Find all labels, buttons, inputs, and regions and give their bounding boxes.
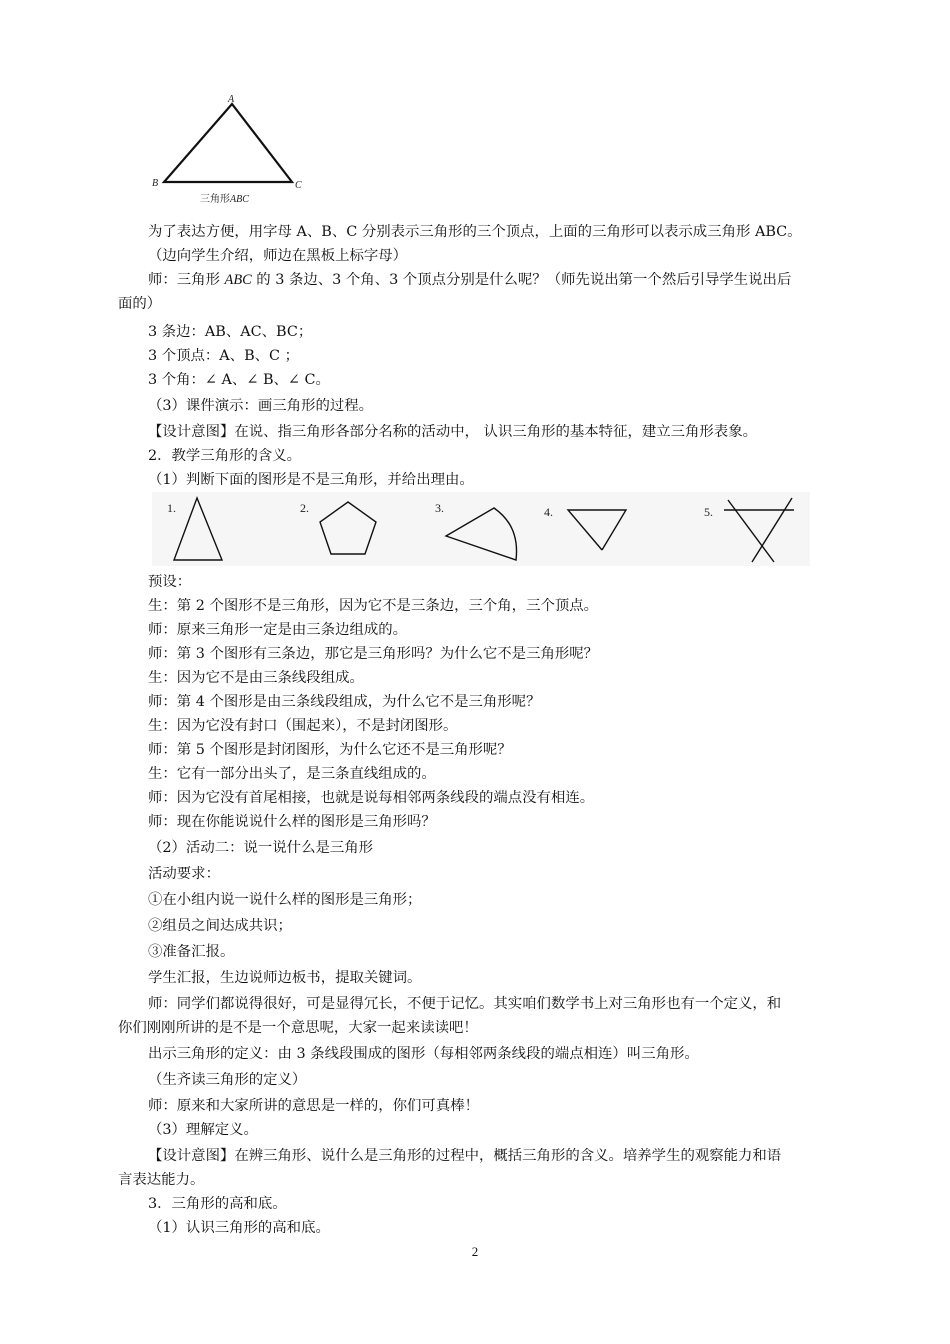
- triangle-abc-shape: [164, 104, 292, 182]
- paragraph-line: 为了表达方便，用字母 A、B、C 分别表示三角形的三个顶点，上面的三角形可以表示成三角形 ABC。: [148, 224, 802, 240]
- paragraph-line: 师：现在你能说说什么样的图形是三角形吗？: [148, 814, 436, 830]
- paragraph-line: （3）理解定义。: [148, 1122, 258, 1138]
- paragraph-line: 师：因为它没有首尾相接，也就是说每相邻两条线段的端点没有相连。: [148, 790, 595, 806]
- paragraph-line: 学生汇报，生边说师边板书，提取关键词。: [148, 970, 422, 986]
- page-number: 2: [471, 1244, 479, 1259]
- paragraph-line: （1）判断下面的图形是不是三角形，并给出理由。: [148, 472, 474, 488]
- vertex-label-b: B: [152, 178, 159, 189]
- text-run: 师：三角形: [148, 272, 225, 288]
- triangle-caption-italic: ABC: [230, 194, 249, 205]
- paragraph-line: （边向学生介绍，师边在黑板上标字母）: [148, 248, 408, 264]
- triangle-caption-prefix: 三角形: [200, 194, 230, 205]
- paragraph-line: 生：因为它没有封口（围起来），不是封闭图形。: [148, 718, 458, 734]
- paragraph-line: 师：同学们都说得很好，可是显得冗长，不便于记忆。其实咱们数学书上对三角形也有一个定义，和: [148, 996, 782, 1012]
- shape-number-2: 2.: [300, 501, 309, 515]
- paragraph-line: 3 条边：AB、AC、BC；: [148, 324, 313, 340]
- paragraph-line: [148, 268, 791, 292]
- paragraph-line: 生：它有一部分出头了，是三条直线组成的。: [148, 766, 436, 782]
- paragraph-line: 3 个角：∠ A、∠ B、∠ C。: [148, 372, 330, 388]
- paragraph-line: （3）课件演示：画三角形的过程。: [148, 398, 374, 414]
- paragraph-line: 【设计意图】在辨三角形、说什么是三角形的过程中，概括三角形的含义。培养学生的观察能力和语: [148, 1148, 782, 1164]
- paragraph-line: 生：第 2 个图形不是三角形，因为它不是三条边，三个角，三个顶点。: [148, 598, 599, 614]
- paragraph-line: （2）活动二：说一说什么是三角形: [148, 840, 374, 856]
- text-run: 的 3 条边、3 个角、3 个顶点分别是什么呢？（师先说出第一个然后引导学生说出后: [251, 272, 792, 288]
- paragraph-line: 出示三角形的定义：由 3 条线段围成的图形（每相邻两条线段的端点相连）叫三角形。: [148, 1046, 699, 1062]
- paragraph-line: 师：第 4 个图形是由三条线段组成，为什么它不是三角形呢？: [148, 694, 541, 710]
- paragraph-line: 面的）: [118, 296, 162, 312]
- triangle-caption: [200, 192, 249, 205]
- vertex-label-c: C: [295, 180, 302, 191]
- paragraph-line: 师：第 3 个图形有三条边，那它是三角形吗？为什么它不是三角形呢？: [148, 646, 599, 662]
- paragraph-line: 【设计意图】在说、指三角形各部分名称的活动中， 认识三角形的基本特征，建立三角形表象。: [148, 424, 757, 440]
- shape-row-background: [152, 492, 810, 566]
- paragraph-line: 生：因为它不是由三条线段组成。: [148, 670, 364, 686]
- paragraph-line: 2．教学三角形的含义。: [148, 448, 302, 464]
- paragraph-line: ③准备汇报。: [148, 944, 235, 960]
- italic-run: ABC: [224, 272, 252, 288]
- shape-number-1: 1.: [167, 501, 176, 515]
- shape-number-4: 4.: [544, 505, 553, 519]
- paragraph-line: ②组员之间达成共识；: [148, 918, 292, 934]
- shape-number-3: 3.: [435, 501, 444, 515]
- paragraph-line: 师：原来和大家所讲的意思是一样的，你们可真棒！: [148, 1098, 479, 1114]
- paragraph-line: 活动要求：: [148, 866, 220, 882]
- paragraph-line: （1）认识三角形的高和底。: [148, 1220, 330, 1236]
- paragraph-line: 3 个顶点：A、B、C ；: [148, 348, 300, 364]
- paragraph-line: 你们刚刚所讲的是不是一个意思呢，大家一起来读读吧！: [118, 1020, 478, 1036]
- paragraph-line: 师：原来三角形一定是由三条边组成的。: [148, 622, 408, 638]
- paragraph-line: 预设：: [148, 574, 192, 590]
- shape-row-figure: [152, 492, 810, 566]
- vertex-label-a: A: [228, 94, 235, 105]
- paragraph-line: 言表达能力。: [118, 1172, 205, 1188]
- paragraph-line: ①在小组内说一说什么样的图形是三角形；: [148, 892, 422, 908]
- paragraph-line: （生齐读三角形的定义）: [148, 1072, 307, 1088]
- triangle-abc-figure: [148, 92, 318, 210]
- paragraph-line: 师：第 5 个图形是封闭图形，为什么它还不是三角形呢？: [148, 742, 512, 758]
- shape-number-5: 5.: [704, 505, 713, 519]
- paragraph-line: 3．三角形的高和底。: [148, 1196, 287, 1212]
